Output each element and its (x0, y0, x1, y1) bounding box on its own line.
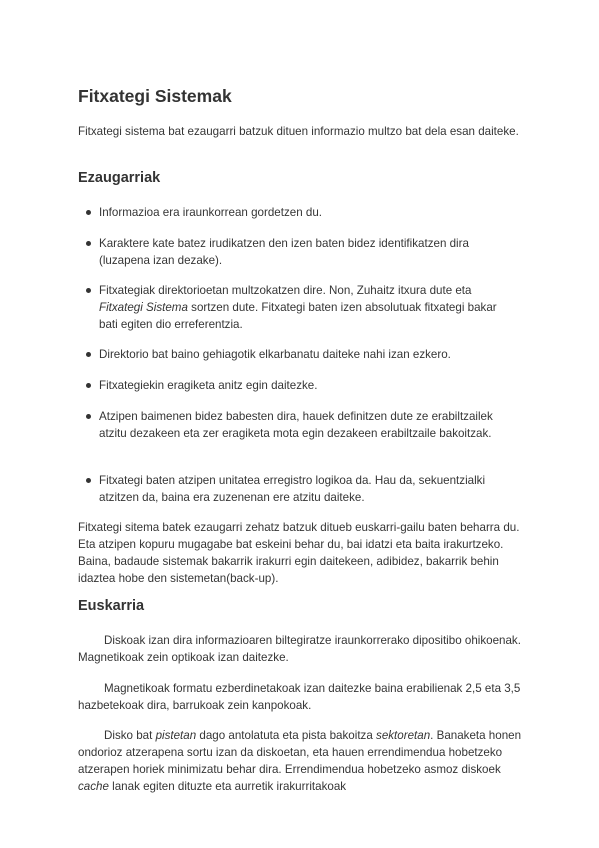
list-item: Direktorio bat baino gehiagotik elkarbanatu daiteke nahi izan ezkero. (99, 346, 514, 363)
list-item: Atzipen baimenen bidez babesten dira, hauek definitzen dute ze erabiltzailek atzitu dezakeen eta zer eragiketa mota egin dezakeen erabiltzaile bakoitzak. (99, 408, 514, 442)
closing-paragraph: Fitxategi sitema batek ezaugarri zehatz batzuk ditueb euskarri-gailu baten beharra du. Eta atzipen kopuru mugagabe bat eskeini behar du, bai idatzi eta baita irakurtzeko. Baina, badaude sistemak bakarrik irakurri egin daitekeen, adibidez, bakarrik behin idaztea hobe den sistemetan(back-up). (78, 521, 520, 585)
list-item: Informazioa era iraunkorrean gordetzen du. (99, 204, 514, 221)
list-item: Fitxategiekin eragiketa anitz egin daitezke. (99, 377, 514, 394)
list-item-text: sortzen dute. Fitxategi baten izen absolutuak fitxategi bakar bati egiten dio erreferentzia. (99, 301, 497, 331)
list-item: Fitxategi baten atzipen unitatea erregistro logikoa da. Hau da, sekuentzialki atzitzen da, baina era zuzenenan ere atzitu daiteke. (99, 472, 514, 506)
list-item-text: Fitxategiak direktorioetan multzokatzen dire. Non, Zuhaitz itxura dute eta (99, 284, 472, 297)
page-title: Fitxategi Sistemak (78, 86, 232, 106)
emphasis-text: Fitxategi Sistema (99, 301, 188, 314)
paragraph-text: lanak egiten dituzte eta aurretik irakurritakoak (108, 780, 347, 793)
intro-paragraph: Fitxategi sistema bat ezaugarri batzuk dituen informazio multzo bat dela esan daiteke. (78, 125, 519, 138)
list-item: Karaktere kate batez irudikatzen den izen baten bidez identifikatzen dira (luzapena izan dezake). (99, 235, 514, 269)
paragraph-text: Disko bat (104, 729, 156, 742)
euskarria-paragraph-2: Magnetikoak formatu ezberdinetakoak izan daitezke baina erabilienak 2,5 eta 3,5 hazbetekoak dira, barrukoak zein kanpokoak. (78, 682, 521, 712)
euskarria-paragraph-3 (78, 727, 530, 795)
section-heading-ezaugarriak: Ezaugarriak (78, 170, 161, 186)
euskarria-paragraph-1: Diskoak izan dira informazioaren biltegiratze iraunkorrerako dipositibo ohikoenak. Magnetikoak zein optikoak izan daitezke. (78, 634, 521, 664)
list-item (99, 282, 514, 333)
emphasis-text: cache (78, 780, 109, 793)
paragraph-text: dago antolatuta eta pista bakoitza (196, 729, 377, 742)
paragraph-text: . Banaketa honen ondorioz atzerapena sortu izan da diskoetan, eta hauen errendimendua hobetzeko atzerapen horiek minimizatu behar dira. Errendimendua hobetzeko asmoz diskoek (78, 729, 522, 776)
section-heading-euskarria: Euskarria (78, 598, 145, 614)
emphasis-text: sektoretan (376, 729, 431, 742)
emphasis-text: pistetan (155, 729, 197, 742)
